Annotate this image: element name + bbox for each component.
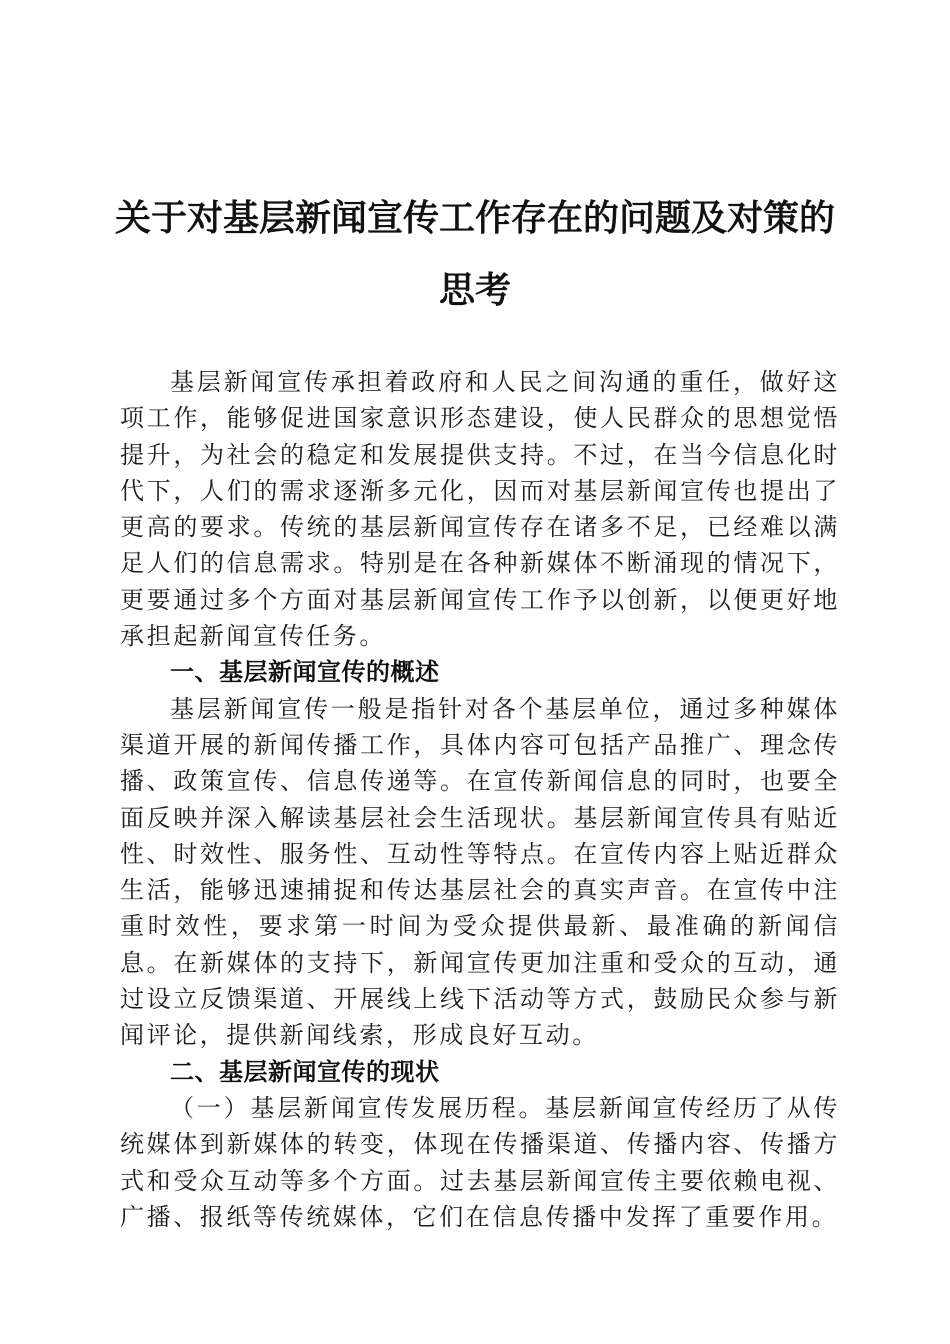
overview-paragraph: 基层新闻宣传一般是指针对各个基层单位，通过多种媒体渠道开展的新闻传播工作，具体内容可包括产品推广、理念传播、政策宣传、信息传递等。在宣传新闻信息的同时，也要全面反映并深入解读基层社会生活现状。基层新闻宣传具有贴近性、时效性、服务性、互动性等特点。在宣传内容上贴近群众生活，能够迅速捕捉和传达基层社会的真实声音。在宣传中注重时效性，要求第一时间为受众提供最新、最准确的新闻信息。在新媒体的支持下，新闻宣传更加注重和受众的互动，通过设立反馈渠道、开展线上线下活动等方式，鼓励民众参与新闻评论，提供新闻线索，形成良好互动。 bbox=[120, 694, 840, 1050]
section-heading-overview: 一、基层新闻宣传的概述 bbox=[170, 657, 440, 687]
document-title-line-2: 思考 bbox=[438, 269, 511, 311]
history-paragraph: （一）基层新闻宣传发展历程。基层新闻宣传经历了从传统媒体到新媒体的转变，体现在传播渠道、传播内容、传播方式和受众互动等多个方面。过去基层新闻宣传主要依赖电视、广播、报纸等传统媒体，它们在信息传播中发挥了重要作用。 bbox=[120, 1093, 840, 1231]
document-body bbox=[120, 364, 840, 1235]
document-title-line-1: 关于对基层新闻宣传工作存在的问题及对策的 bbox=[114, 197, 835, 239]
intro-paragraph: 基层新闻宣传承担着政府和人民之间沟通的重任，做好这项工作，能够促进国家意识形态建设，使人民群众的思想觉悟提升，为社会的稳定和发展提供支持。不过，在当今信息化时代下，人们的需求逐渐多元化，因而对基层新闻宣传也提出了更高的要求。传统的基层新闻宣传存在诸多不足，已经难以满足人们的信息需求。特别是在各种新媒体不断涌现的情况下，更要通过多个方面对基层新闻宣传工作予以创新，以便更好地承担起新闻宣传任务。 bbox=[120, 368, 840, 651]
section-heading-status: 二、基层新闻宣传的现状 bbox=[170, 1056, 440, 1086]
